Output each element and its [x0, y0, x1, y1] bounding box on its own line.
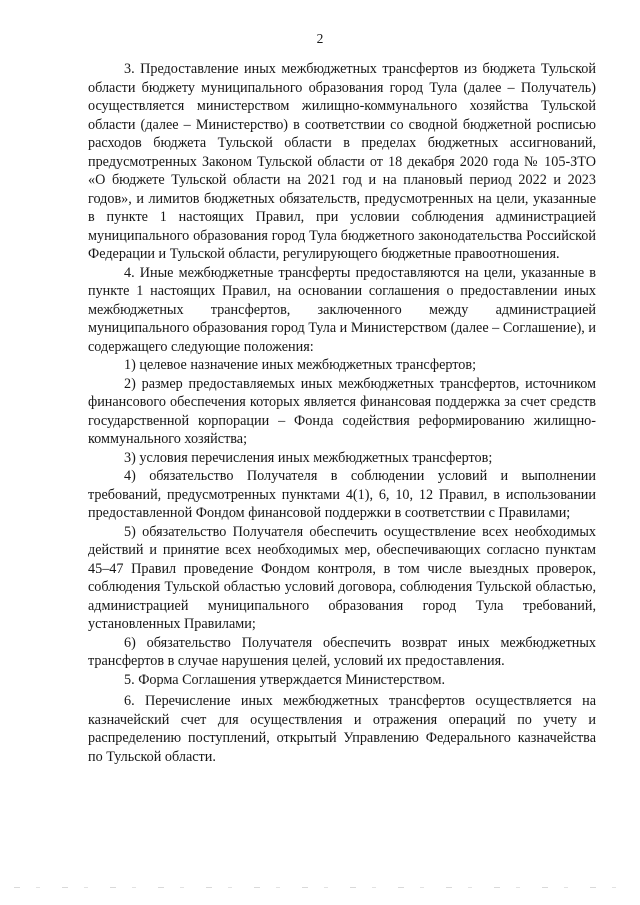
list-item-2-amount: 2) размер предоставляемых иных межбюджетных трансфертов, источником финансового обеспечения которых является финансовая поддержка за счет средств государственной корпорации – Фонда содействия реформированию жилищно-коммунального хозяйства;	[88, 375, 596, 447]
paragraph-6-treasury-account: 6. Перечисление иных межбюджетных трансфертов осуществляется на казначейский счет для осуществления и отражения операций по учету и распределению поступлений, открытый Управлению Федерального казначейства по Тульской области.	[88, 693, 596, 765]
document-body	[88, 60, 596, 766]
list-item-3-transfer-conditions: 3) условия перечисления иных межбюджетных трансфертов;	[124, 449, 493, 466]
list-item-1-purpose: 1) целевое назначение иных межбюджетных трансфертов;	[124, 357, 477, 373]
list-item-4-compliance-obligation: 4) обязательство Получателя в соблюдении условий и выполнении требований, предусмотренных пунктами 4(1), 6, 10, 12 Правил, в использовании предоставленной Фондом финансовой поддержки в соответствии с Правилами;	[88, 468, 596, 521]
list-item-6-refund-obligation: 6) обязательство Получателя обеспечить возврат иных межбюджетных трансфертов в случае нарушения целей, условий их предоставления.	[88, 634, 596, 669]
page-number: 2	[316, 31, 324, 46]
list-item-5-control-obligation: 5) обязательство Получателя обеспечить осуществление всех необходимых действий и принятие всех необходимых мер, обеспечивающих согласно пунктам 45–47 Правил проведение Фондом контроля, в том числе выездных проверок, соблюдения Тульской областью условий договора, соблюдения Тульской областью, администрацией муниципального образования город Тула требований, установленных Правилами;	[88, 523, 596, 632]
paragraph-5-agreement-form: 5. Форма Соглашения утверждается Министерством.	[124, 671, 445, 688]
scan-artifact-line	[14, 887, 626, 888]
paragraph-4-transfer-purpose-agreement: 4. Иные межбюджетные трансферты предоставляются на цели, указанные в пункте 1 настоящих Правил, на основании соглашения о предоставлении иных межбюджетных трансфертов, заключенного между администрацией муниципального образования город Тула и Министерством (далее – Соглашение), и содержащего следующие положения:	[88, 264, 596, 355]
paragraph-3-budget-transfer-provision: 3. Предоставление иных межбюджетных трансфертов из бюджета Тульской области бюджету муниципального образования город Тула (далее – Получатель) осуществляется министерством жилищно-коммунального хозяйства Тульской области (далее – Министерство) в соответствии со сводной бюджетной росписью расходов бюджета Тульской области в пределах бюджетных ассигнований, предусмотренных Законом Тульской области от 18 декабря 2020 года № 105-ЗТО «О бюджете Тульской области на 2021 год и на плановый период 2022 и 2023 годов», и лимитов бюджетных обязательств, предусмотренных на цели, указанные в пункте 1 настоящих Правил, при условии соблюдения администрацией муниципального образования город Тула бюджетного законодательства Российской Федерации и Тульской области, регулирующего бюджетные правоотношения.	[88, 61, 596, 262]
